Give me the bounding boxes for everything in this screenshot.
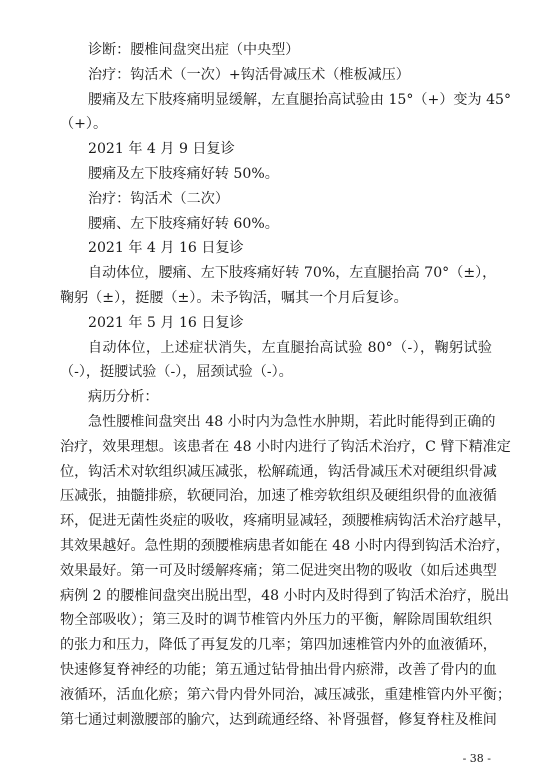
text-line: 腰痛、左下肢疼痛好转 60%。	[88, 215, 279, 232]
text-line: 压减张，抽髓排瘀，软硬同治，加速了椎旁软组织及硬组织骨的血液循	[60, 488, 497, 505]
text-line: 自动体位，上述症状消失，左直腿抬高试验 80°（-），鞠躬试验	[88, 339, 492, 356]
text-line: 病例 2 的腰椎间盘突出脱出型，48 小时内及时得到了钩活术治疗，脱出	[60, 587, 510, 604]
page-number: - 38 -	[462, 752, 491, 765]
text-line: 2021 年 4 月 16 日复诊	[88, 240, 244, 257]
text-line: 环，促进无菌性炎症的吸收，疼痛明显减轻，颈腰椎病钩活术治疗越早，	[60, 513, 511, 530]
text-line: 诊断：腰椎间盘突出症（中央型）	[88, 42, 300, 58]
text-line: 治疗，效果理想。该患者在 48 小时内进行了钩活术治疗，C 臂下精准定	[60, 438, 511, 455]
text-line: 位，钩活术对软组织减压减张，松解疏通，钩活骨减压术对硬组织骨减	[60, 463, 497, 480]
text-line: 治疗：钩活术（一次）+钩活骨减压术（椎板减压）	[88, 66, 410, 83]
text-line: 的张力和压力，降低了再复发的几率；第四加速椎管内外的血液循环，	[60, 637, 497, 654]
text-line: 第七通过刺激腰部的腧穴，达到疏通经络、补肾强督，修复脊柱及椎间	[60, 711, 497, 728]
text-line: （+）。	[60, 116, 108, 133]
text-line: 急性腰椎间盘突出 48 小时内为急性水肿期，若此时能得到正确的	[88, 413, 496, 430]
text-line: 其效果越好。急性期的颈腰椎病患者如能在 48 小时内得到钩活术治疗，	[60, 537, 510, 554]
text-line: 病历分析：	[88, 389, 159, 406]
text-line: 2021 年 4 月 9 日复诊	[88, 141, 235, 158]
text-line: 快速修复脊神经的功能；第五通过钻骨抽出骨内瘀滞，改善了骨内的血	[60, 661, 497, 678]
text-line: 治疗：钩活术（二次）	[88, 190, 229, 207]
text-line: 液循环，活血化瘀；第六骨内骨外同治，减压减张，重建椎管内外平衡；	[60, 686, 511, 703]
text-line: 腰痛及左下肢疼痛好转 50%。	[88, 165, 279, 182]
text-line: 效果最好。第一可及时缓解疼痛；第二促进突出物的吸收（如后述典型	[60, 562, 497, 579]
document-body	[60, 38, 512, 732]
text-line: 腰痛及左下肢疼痛明显缓解，左直腿抬高试验由 15°（+）变为 45°	[88, 91, 512, 108]
text-line: 2021 年 5 月 16 日复诊	[88, 314, 244, 331]
text-line: （-），挺腰试验（-），屈颈试验（-）。	[60, 364, 293, 381]
text-line: 自动体位，腰痛、左下肢疼痛好转 70%，左直腿抬高 70°（±），	[88, 265, 497, 282]
text-line: 物全部吸收）；第三及时的调节椎管内外压力的平衡，解除周围软组织	[60, 612, 492, 629]
text-line: 鞠躬（±），挺腰（±）。未予钩活，嘱其一个月后复诊。	[60, 289, 408, 306]
